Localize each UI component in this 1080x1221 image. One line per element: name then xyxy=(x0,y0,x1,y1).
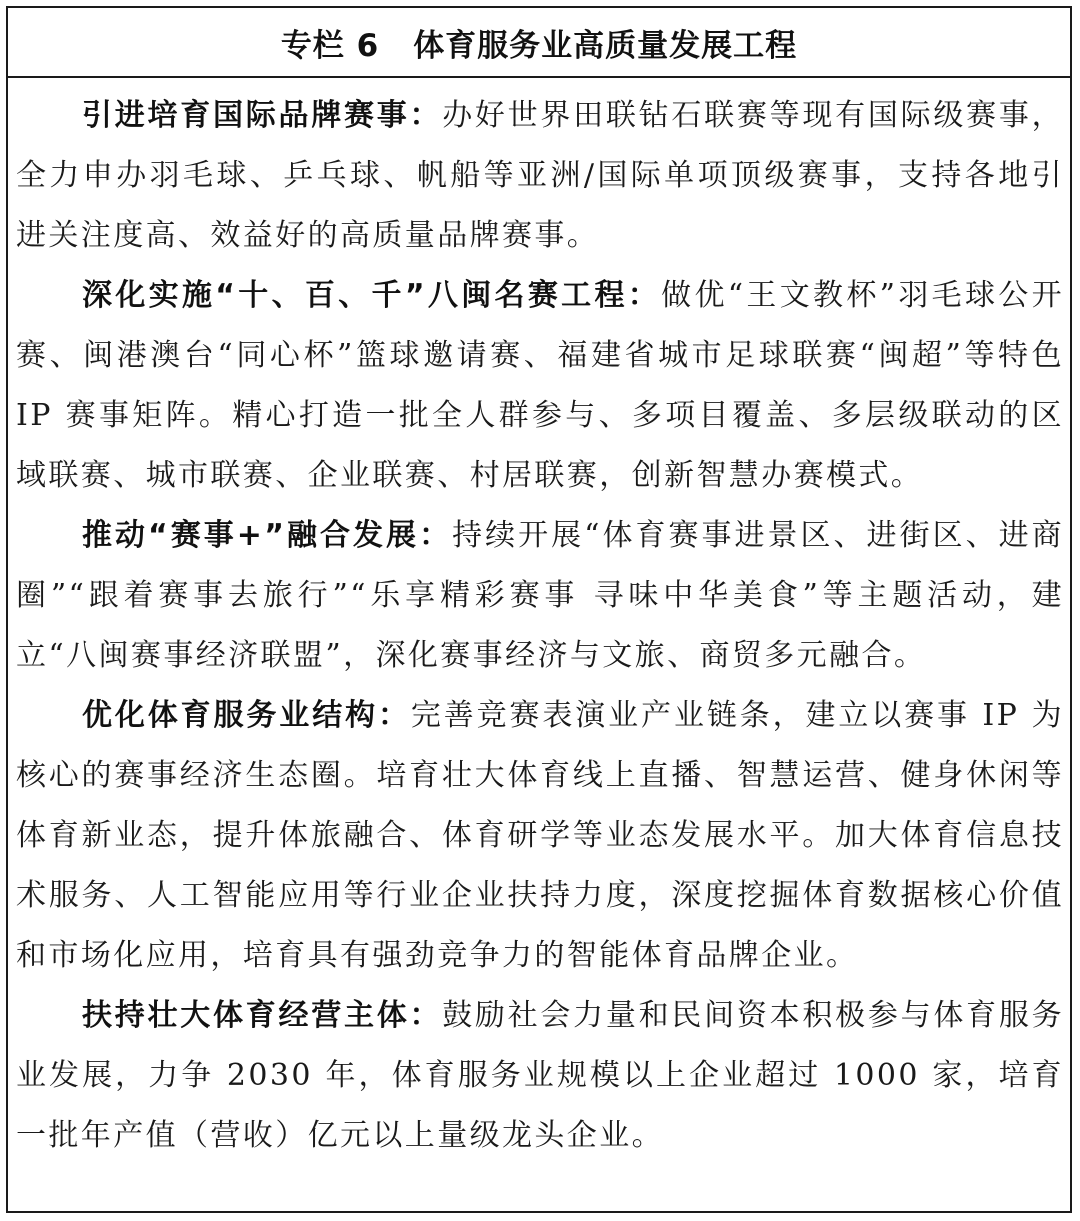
paragraph-heading: 优化体育服务业结构： xyxy=(82,698,411,733)
paragraph-fujian-events xyxy=(16,266,1064,506)
paragraph-body: 鼓励社会力量和民间资本积极参与体育服务业发展，力争 2030 年，体育服务业规模以上企业超过 1000 家，培育一批年产值（营收）亿元以上量级龙头企业。 xyxy=(16,998,1064,1153)
paragraph-body: 完善竞赛表演业产业链条，建立以赛事 IP 为核心的赛事经济生态圈。培育壮大体育线上直播、智慧运营、健身休闲等体育新业态，提升体旅融合、体育研学等业态发展水平。加大体育信息技术服务、人工智能应用等行业企业扶持力度，深度挖掘体育数据核心价值和市场化应用，培育具有强劲竞争力的智能体育品牌企业。 xyxy=(16,698,1064,973)
paragraph-business-entities xyxy=(16,986,1064,1166)
paragraph-heading: 推动“赛事+”融合发展： xyxy=(82,518,453,553)
paragraph-international-events xyxy=(16,86,1064,266)
column-content xyxy=(8,78,1070,1166)
paragraph-heading: 扶持壮大体育经营主体： xyxy=(82,998,443,1033)
paragraph-events-plus xyxy=(16,506,1064,686)
paragraph-service-structure xyxy=(16,686,1064,986)
paragraph-body: 做优“王文教杯”羽毛球公开赛、闽港澳台“同心杯”篮球邀请赛、福建省城市足球联赛“闽超”等特色 IP 赛事矩阵。精心打造一批全人群参与、多项目覆盖、多层级联动的区域联赛、城市联赛、企业联赛、村居联赛，创新智慧办赛模式。 xyxy=(16,278,1064,493)
column-box xyxy=(6,6,1072,1213)
column-title xyxy=(8,8,1070,78)
paragraph-heading: 深化实施“十、百、千”八闽名赛工程： xyxy=(82,278,662,313)
paragraph-body: 持续开展“体育赛事进景区、进街区、进商圈”“跟着赛事去旅行”“乐享精彩赛事 寻味中华美食”等主题活动，建立“八闽赛事经济联盟”，深化赛事经济与文旅、商贸多元融合。 xyxy=(16,518,1065,673)
paragraph-body: 办好世界田联钻石联赛等现有国际级赛事，全力申办羽毛球、乒乓球、帆船等亚洲/国际单项顶级赛事，支持各地引进关注度高、效益好的高质量品牌赛事。 xyxy=(16,98,1064,253)
column-number: 专栏 6 xyxy=(280,27,380,64)
column-title-text: 体育服务业高质量发展工程 xyxy=(413,27,798,64)
paragraph-heading: 引进培育国际品牌赛事： xyxy=(82,98,443,133)
